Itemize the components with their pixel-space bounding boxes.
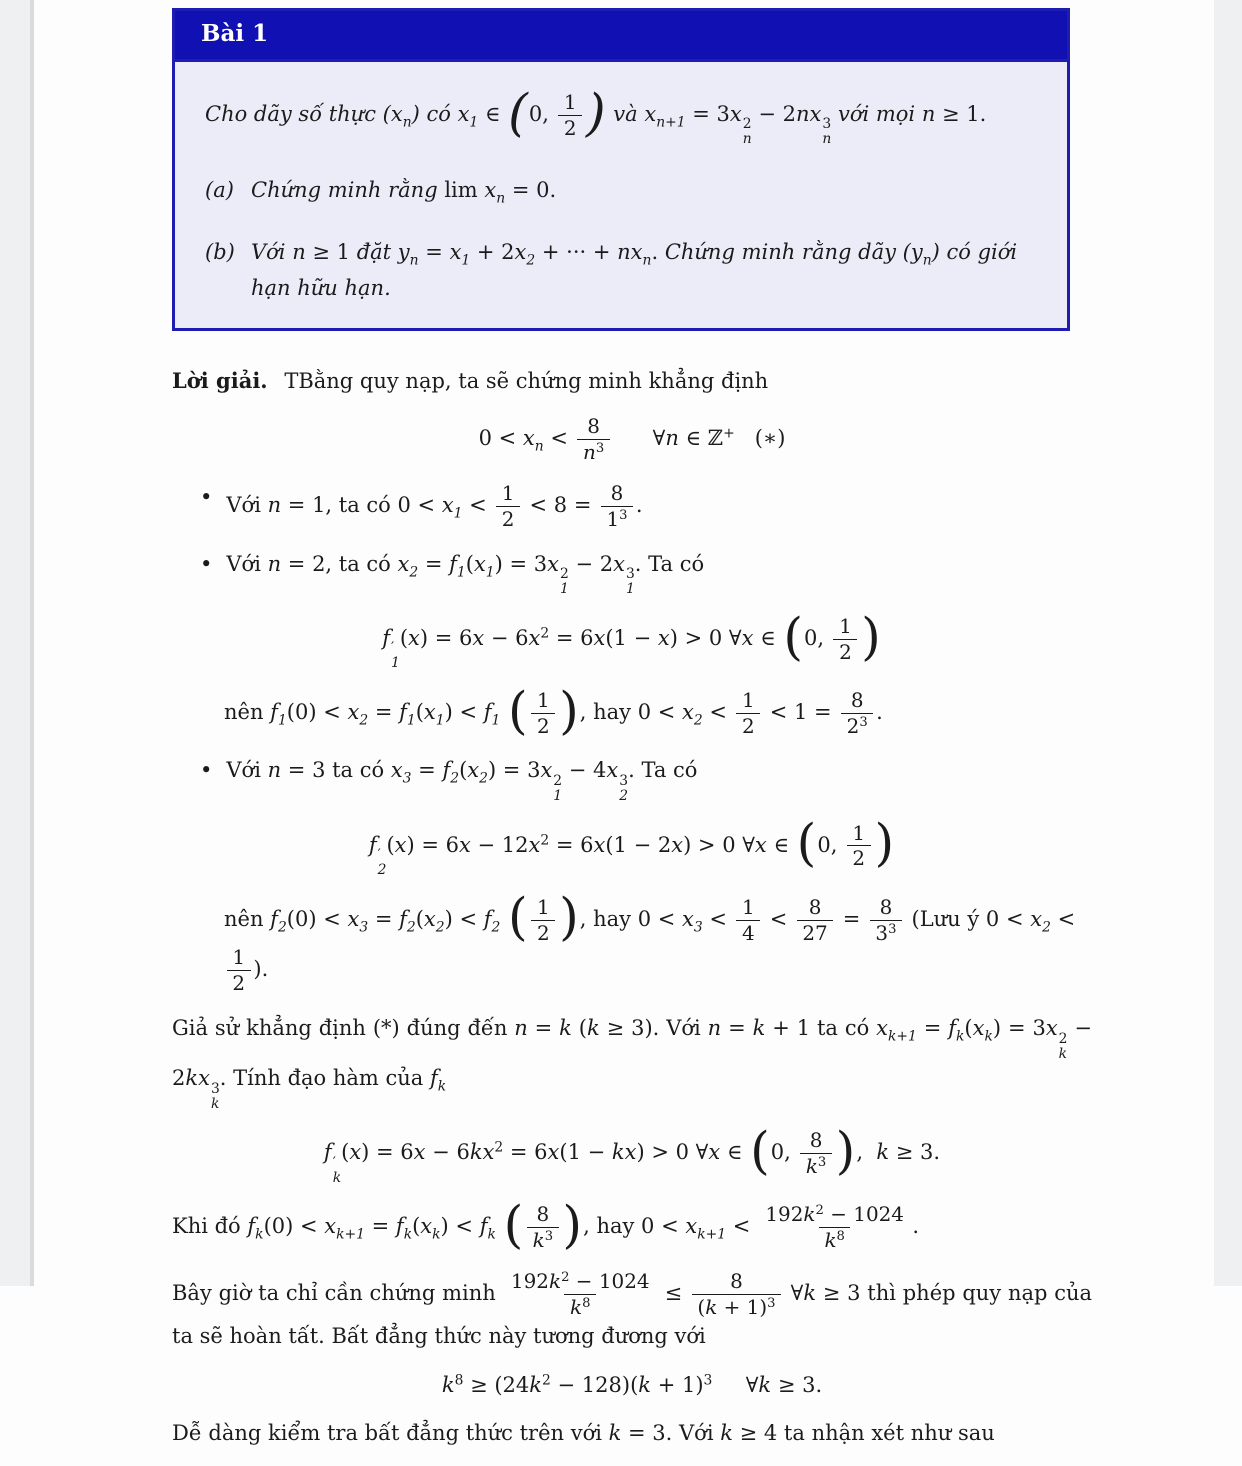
bullet-case-n2-text: Với n = 2, ta có $x_2 = f_1(x_1) = 3x$ 2 1 − 2x 3 1 . Ta có (226, 551, 705, 598)
line-nen-f1: nên $f_1(0) < x_2 = f_1(x_1) < f_1$ ( $\frac{1}{2}$ ), hay $0 < x_2$ < $\frac{1}{2}$ < 1 = $\frac{8}{2^3}$ . (224, 680, 883, 740)
paragraph-khido: Khi đó $f_k(0) < x_{k+1} = f_k(x_k) < f_k$ ( $\frac{8}{k^3}$ ), hay $0 < x_{k+1}$ < $\frac{192k^2 - 1024}{k^8}$ . (172, 1195, 920, 1255)
solution-section (172, 365, 1092, 1450)
problem-item-b (205, 236, 1037, 305)
problem-box-body (175, 62, 1067, 329)
solution-lead (172, 365, 1092, 398)
display-equation-star: $0 < x_n$ < $\frac{8}{n^3}$ ∀n ∈ ℤ+ (∗) (478, 413, 786, 464)
scan-edge-left (0, 0, 34, 1286)
display-equation-f1-derivative: f ′ 1 $(x) = 6x - 6x^2 = 6x(1 - x) > 0$ ∀x ∈ (0, $\frac{1}{2}$ ) (382, 606, 881, 672)
display-equation-k8: $k^8 \ge (24k^2 - 128)(k + 1)^3$ ∀k ≥ 3. (441, 1372, 823, 1397)
item-a-text: Chứng minh rằng $\lim x_n = 0$. (251, 177, 557, 207)
paragraph-induction-hypothesis: Giả sử khẳng định (*) đúng đến n = k (k ≥ 3). Với n = k + 1 ta có $x_{k+1} = f_k(x_k) = 3x$ 2 k − 2kx 3 k . Tính đạo hàm của $f_k$ (172, 1016, 1092, 1113)
problem-box (172, 8, 1070, 331)
problem-box-header (175, 11, 1067, 62)
bullet-dot: • (200, 758, 213, 783)
item-a-label: (a) (205, 177, 234, 202)
bullet-case-n2 (172, 548, 1092, 598)
bullet-dot: • (200, 551, 213, 576)
bullet-case-n1-text: Với n = 1, ta có $0 < x_1$ < $\frac{1}{2}$ < 8 = $\frac{8}{1^3}$ . (226, 480, 643, 531)
display-equation-f2-derivative: f ′ 2 $(x) = 6x - 12x^2 = 6x(1 - 2x) > 0$ ∀x ∈ (0, $\frac{1}{2}$ ) (368, 813, 895, 879)
solution-lead-text: TBằng quy nạp, ta sẽ chứng minh khẳng định (284, 369, 769, 394)
bullet-case-n3-text: Với n = 3 ta có $x_3 = f_2(x_2) = 3x$ 2 1 − 4x 3 2 . Ta có (226, 758, 698, 805)
scan-edge-right (1214, 0, 1242, 1286)
problem-title: Bài 1 (201, 20, 269, 47)
problem-statement: Cho dãy số thực $(x_n)$ có $x_1$ ∈ (0, $\frac{1}{2}$ ) và $x_{n+1} = 3x$ 2 n − 2nx 3 n với mọi n ≥ 1. (205, 82, 987, 148)
problem-item-a (205, 174, 1037, 210)
solution-lead-label: Lời giải. (172, 368, 268, 394)
paragraph-final-remark: Dễ dàng kiểm tra bất đẳng thức trên với k = 3. Với k ≥ 4 ta nhận xét như sau (172, 1421, 995, 1446)
bullet-case-n3 (172, 754, 1092, 804)
bullet-case-n1 (172, 481, 1092, 532)
paragraph-baygio: Bây giờ ta chỉ cần chứng minh $\frac{192k^2 - 1024}{k^8}$ ≤ $\frac{8}{(k + 1)^3}$ ∀k ≥ 3 thì phép quy nạp của ta sẽ hoàn tất. Bất đẳng thức này tương đương với (172, 1269, 1092, 1349)
line-nen-f2: nên $f_2(0) < x_3 = f_2(x_2) < f_2$ ( $\frac{1}{2}$ ), hay $0 < x_3$ < $\frac{1}{4}$ < $\frac{8}{27}$ = $\frac{8}{3^3}$ (Lưu ý $0 < x_2$ < $\frac{1}{2}$ ). (224, 887, 1076, 996)
document-content (172, 0, 1092, 1466)
display-equation-fk-derivative: f ′ k $(x) = 6x - 6kx^2 = 6x(1 - kx) > 0$ ∀x ∈ (0, $\frac{8}{k^3}$ ), k ≥ 3. (323, 1121, 941, 1187)
bullet-dot: • (200, 484, 213, 509)
item-b-text: Với n ≥ 1 đặt $y_n = x_1 + 2x_2$ + ··· + $nx_n$. Chứng minh rằng dãy $(y_n)$ có giới hạn hữu hạn. (251, 239, 1018, 300)
item-b-label: (b) (205, 239, 235, 264)
